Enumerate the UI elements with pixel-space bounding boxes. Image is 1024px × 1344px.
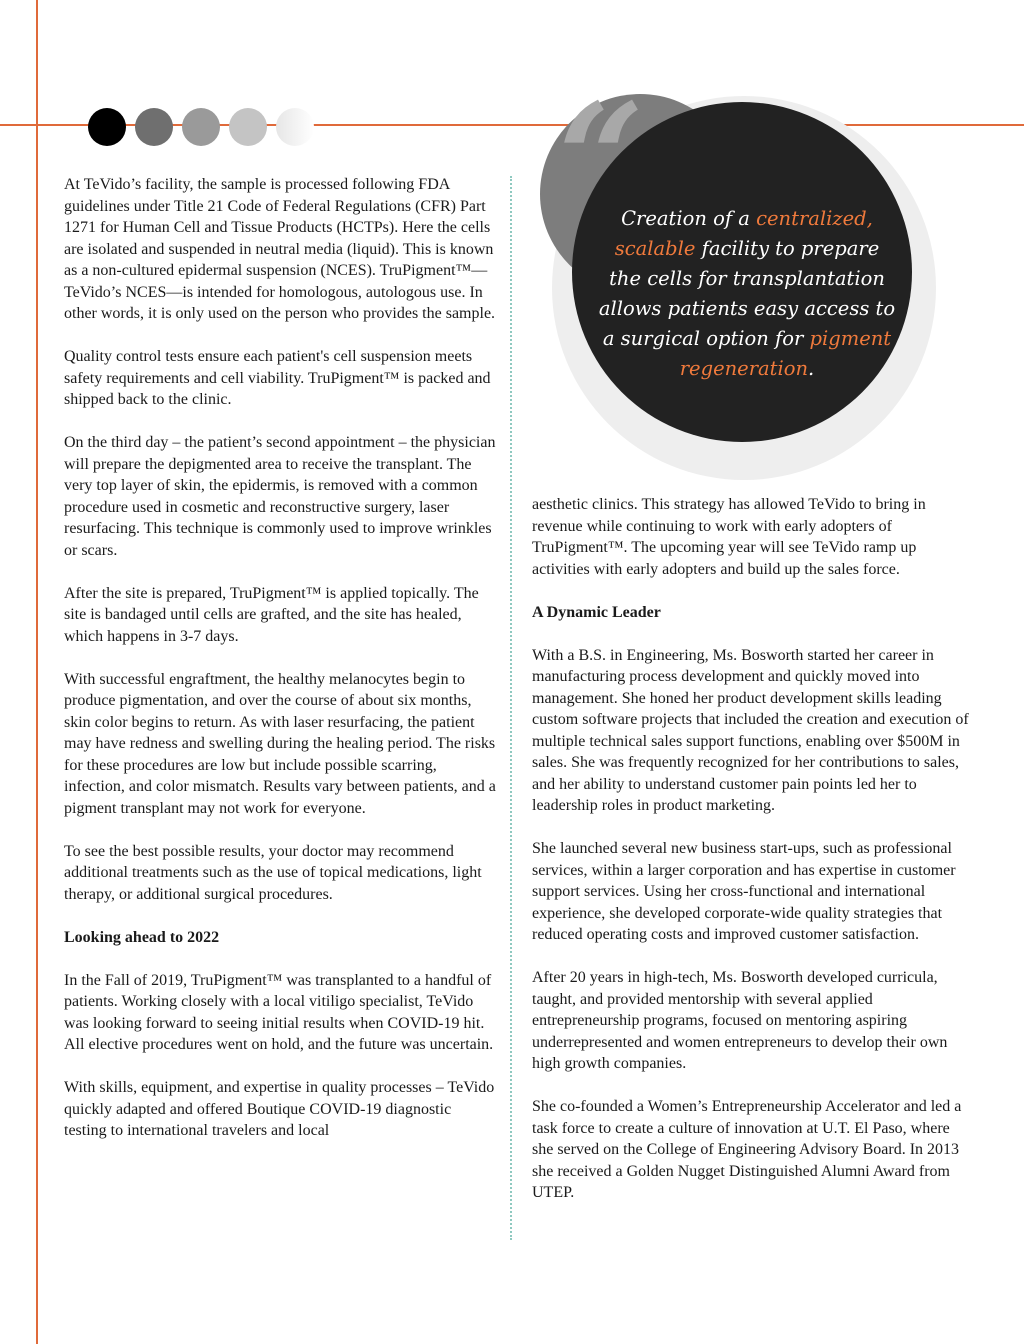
paragraph: She launched several new business start-ups, such as professional services, within a larger corporation and has expertise in customer support services. Using her cross-functional and international experience, she developed corporate-wide quality strategies that reduced operating costs and improved customer satisfaction. [532,840,956,943]
decorative-dot [276,108,314,146]
quote-highlight: pigment regeneration [679,327,892,380]
section-heading: A Dynamic Leader [532,603,661,621]
paragraph: On the third day – the patient’s second appointment – the physician will prepare the depigmented area to receive the transplant. The very top layer of skin, the epidermis, is removed with a common procedure used in cosmetic and reconstructive surgery, laser resurfacing. This technique is commonly used to improve wrinkles or scars. [64,434,496,559]
decorative-dot [182,108,220,146]
decorative-dot [229,108,267,146]
paragraph: With a B.S. in Engineering, Ms. Bosworth started her career in manufacturing process development and quickly moved into management. She honed her product development skills leading custom software projects that included the creation and execution of multiple technical sales support functions, enabling over $500M in sales. She was frequently recognized for her contributions to sales, and her ability to understand customer pain points led her to leadership roles in product marketing. [532,646,969,814]
paragraph: After the site is prepared, TruPigment™ is applied topically. The site is bandaged until cells are grafted, and the site has healed, which happens in 3-7 days. [64,584,479,645]
quote-text: Creation of a [621,207,757,230]
pull-quote [596,204,898,384]
quote-mark-icon: “ [558,71,645,247]
paragraph: Quality control tests ensure each patient's cell suspension meets safety requirements and cell viability. TruPigment™ is packed and shipped back to the clinic. [64,348,491,408]
column-divider [510,176,512,1240]
paragraph: To see the best possible results, your doctor may recommend additional treatments such as the use of topical medications, light therapy, or additional surgical procedures. [64,842,482,903]
quote-text: facility to prepare the cells for transplantation allows patients easy access to a surgical option for [598,237,896,350]
decorative-dot [88,108,126,146]
vertical-accent-line [36,0,38,1344]
paragraph: After 20 years in high-tech, Ms. Bosworth developed curricula, taught, and provided mentorship with several applied entrepreneurship programs, focused on mentoring aspiring underrepresented and women entrepreneurs to develop their own high growth companies. [532,969,948,1072]
section-heading: Looking ahead to 2022 [64,928,220,946]
paragraph: She co-founded a Women’s Entrepreneurship Accelerator and led a task force to create a culture of innovation at U.T. El Paso, where she served on the College of Engineering Advisory Board. In 2013 she received a Golden Nugget Distinguished Alumni Award from UTEP. [532,1098,962,1201]
paragraph: With successful engraftment, the healthy melanocytes begin to produce pigmentation, and over the course of about six months, skin color begins to return. As with laser resurfacing, the patient may have redness and swelling during the healing period. The risks for these procedures are low but include possible scarring, infection, and color mismatch. Results vary between patients, and a pigment transplant may not work for everyone. [64,670,496,817]
paragraph: With skills, equipment, and expertise in quality processes – TeVido quickly adapted and offered Boutique COVID-19 diagnostic testing to international travelers and local [64,1079,495,1139]
right-column [532,494,972,1225]
quote-highlight: centralized, scalable [614,207,873,260]
paragraph: At TeVido’s facility, the sample is processed following FDA guidelines under Title 21 Code of Federal Regulations (CFR) Part 1271 for Human Cell and Tissue Products (HCTPs). Here the cells are isolated and suspended in neutral media (liquid). This is known as a non-cultured epidermal suspension (NCES). TruPigment™—TeVido’s NCES—is intended for homologous, autologous use. In other words, it is only used on the person who provides the sample. [64,176,496,322]
paragraph: In the Fall of 2019, TruPigment™ was transplanted to a handful of patients. Working closely with a local vitiligo specialist, TeVido was looking forward to seeing initial results when COVID-19 hit. All elective procedures went on hold, and the future was uncertain. [64,971,494,1053]
decorative-dot [135,108,173,146]
paragraph: aesthetic clinics. This strategy has allowed TeVido to bring in revenue while continuing to work with early adopters of TruPigment™. The upcoming year will see TeVido ramp up activities with early adopters and build up the sales force. [532,496,926,578]
quote-text: . [808,357,815,380]
left-column [64,174,496,1163]
